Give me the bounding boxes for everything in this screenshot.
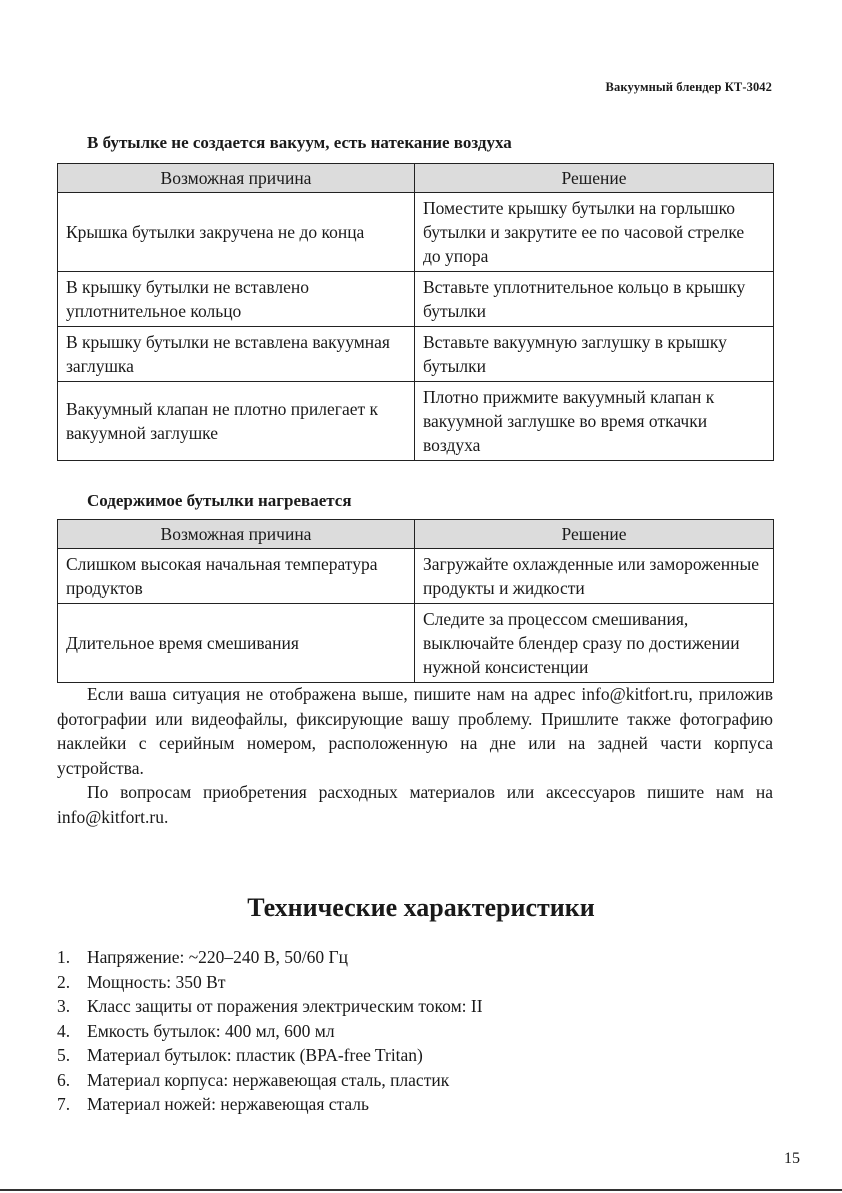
solution-cell: Вставьте вакуумную заглушку в крышку бутылки — [415, 327, 774, 382]
table-header-row — [58, 164, 774, 193]
accessories-text: По вопросам приобретения расходных материалов или аксессуаров пишите нам на info@kitfort.ru. — [57, 782, 773, 827]
list-item-number: 2. — [57, 971, 71, 992]
list-item-number: 3. — [57, 996, 71, 1016]
specs-list — [57, 945, 483, 1117]
list-item-number: 4. — [57, 1020, 71, 1041]
cause-cell: Слишком высокая начальная температура продуктов — [58, 549, 415, 604]
list-item-number: 6. — [57, 1069, 71, 1090]
list-item-text: Емкость бутылок: 400 мл, 600 мл — [87, 1020, 335, 1041]
specs-heading: Технические характеристики — [247, 893, 595, 922]
section-title-heating: Содержимое бутылки нагревается — [87, 491, 352, 510]
list-item — [57, 1068, 483, 1093]
list-item-text: Материал корпуса: нержавеющая сталь, пластик — [87, 1069, 450, 1090]
troubleshooting-table-heating — [57, 519, 774, 683]
table-row — [58, 604, 774, 683]
list-item — [57, 970, 483, 995]
list-item-text: Мощность: 350 Вт — [87, 971, 226, 992]
cause-cell: Длительное время смешивания — [58, 604, 415, 683]
cause-cell: В крышку бутылки не вставлено уплотнительное кольцо — [58, 272, 415, 327]
troubleshooting-table-vacuum — [57, 163, 774, 461]
list-item-number: 1. — [57, 947, 71, 967]
table-row — [58, 382, 774, 461]
solution-cell: Плотно прижмите вакуумный клапан к вакуумной заглушке во время откачки воздуха — [415, 382, 774, 461]
page-number: 15 — [784, 1150, 800, 1167]
accessories-paragraph — [57, 780, 773, 829]
list-item-text: Материал ножей: нержавеющая сталь — [87, 1094, 370, 1114]
cause-cell: В крышку бутылки не вставлена вакуумная заглушка — [58, 327, 415, 382]
table-header-row — [58, 520, 774, 549]
column-header-solution: Решение — [415, 164, 774, 193]
table-row — [58, 549, 774, 604]
cause-cell: Вакуумный клапан не плотно прилегает к вакуумной заглушке — [58, 382, 415, 461]
list-item-text: Класс защиты от поражения электрическим током: II — [87, 996, 483, 1016]
cause-cell: Крышка бутылки закручена не до конца — [58, 193, 415, 272]
solution-cell: Загружайте охлажденные или замороженные продукты и жидкости — [415, 549, 774, 604]
solution-cell: Следите за процессом смешивания, выключайте блендер сразу по достижении нужной консистенции — [415, 604, 774, 683]
list-item — [57, 945, 483, 970]
list-item-text: Материал бутылок: пластик (BPA-free Tritan) — [87, 1045, 423, 1065]
list-item-text: Напряжение: ~220–240 В, 50/60 Гц — [87, 947, 348, 967]
solution-cell: Поместите крышку бутылки на горлышко бутылки и закрутите ее по часовой стрелке до упора — [415, 193, 774, 272]
column-header-solution: Решение — [415, 520, 774, 549]
contact-paragraph — [57, 682, 773, 780]
contact-text: Если ваша ситуация не отображена выше, пишите нам на адрес info@kitfort.ru, приложив фотографии или видеофайлы, фиксирующие вашу проблему. Пришлите также фотографию наклейки с серийным номером, расположенную на дне или на задней части корпуса устройства. — [57, 684, 773, 778]
table-row — [58, 327, 774, 382]
column-header-cause: Возможная причина — [58, 520, 415, 549]
list-item-number: 7. — [57, 1094, 71, 1114]
list-item — [57, 1092, 483, 1117]
solution-cell: Вставьте уплотнительное кольцо в крышку бутылки — [415, 272, 774, 327]
running-header: Вакуумный блендер КТ-3042 — [605, 80, 772, 94]
table-row — [58, 272, 774, 327]
list-item — [57, 1043, 483, 1068]
column-header-cause: Возможная причина — [58, 164, 415, 193]
table-row — [58, 193, 774, 272]
bottom-rule-divider — [0, 1189, 842, 1191]
section-title-vacuum: В бутылке не создается вакуум, есть натекание воздуха — [87, 133, 512, 152]
list-item-number: 5. — [57, 1045, 71, 1065]
list-item — [57, 1019, 483, 1044]
list-item — [57, 994, 483, 1019]
